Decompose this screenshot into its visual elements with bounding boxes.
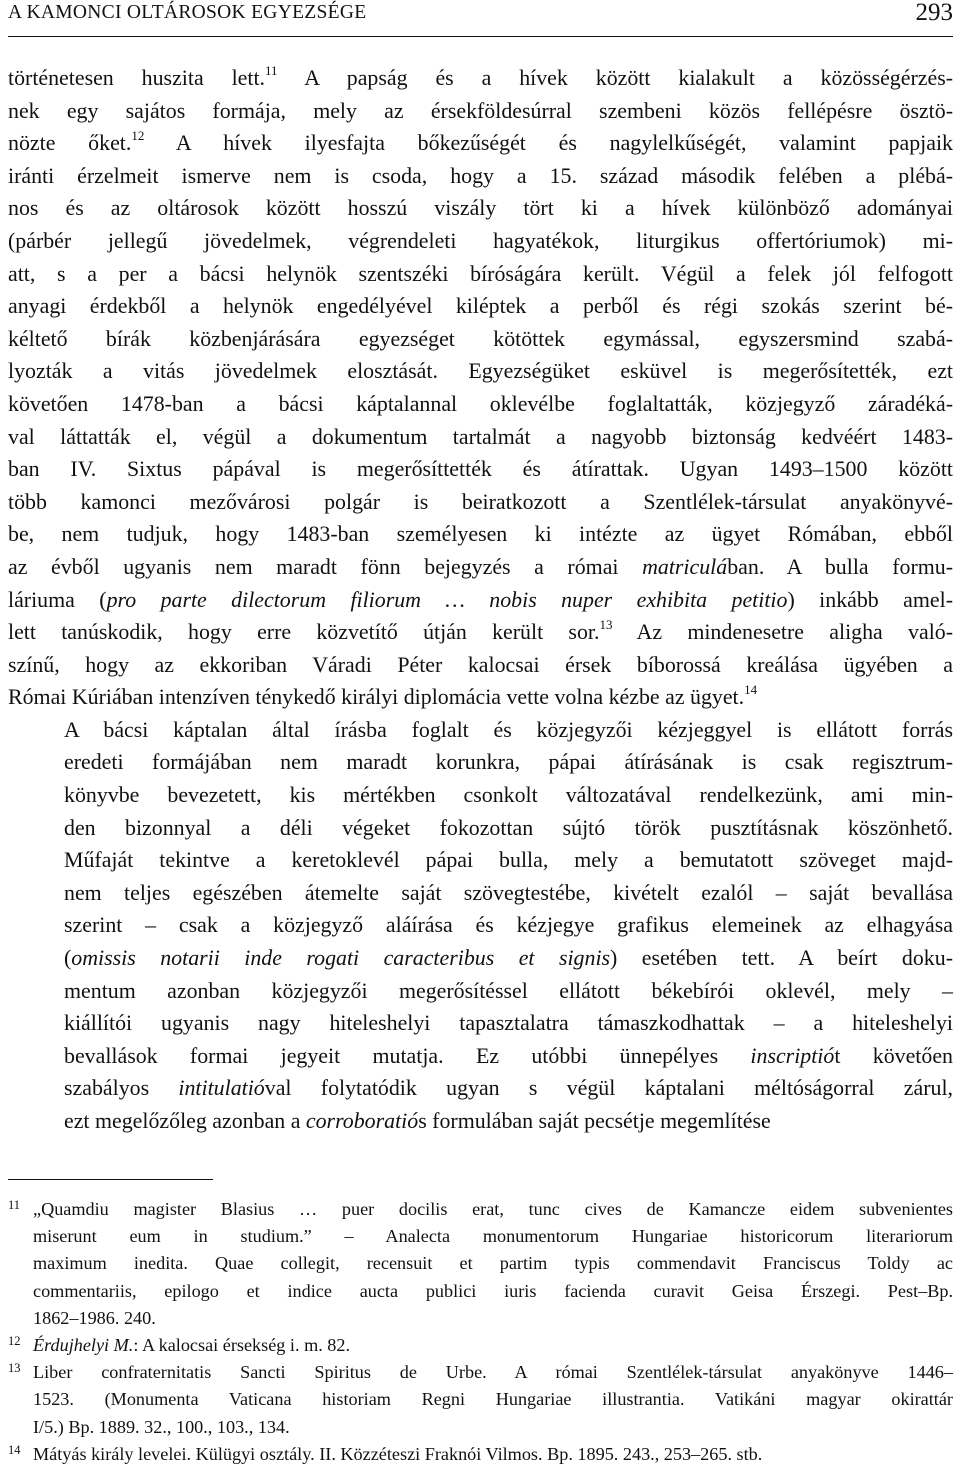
footnote-line: 1862–1986. 240. (33, 1307, 156, 1328)
footnote-line: 1523. (Monumenta Vaticana historiam Regni Hungariae illustrantia. Vatikáni magyar okirattár (33, 1389, 953, 1410)
text-line: be, nem tudjuk, hogy 1483-ban személyesen ki intézte az ügyet Rómában, ebből (8, 521, 953, 547)
text-line: val láttatták el, végül a dokumentum tartalmát a nagyobb biztonság kedvéért 1483- (8, 423, 953, 449)
book-page (8, 0, 953, 1475)
text-line: lyozták a vitás jövedelmek elosztását. Egyezségüket esküvel is megerősítették, ezt (8, 358, 953, 384)
text-line: az évből ugyanis nem maradt fönn bejegyzés a római matriculában. A bulla formu- (8, 553, 953, 579)
footnote-line: Mátyás király levelei. Külügyi osztály. II. Közzéteszi Fraknói Vilmos. Bp. 1895. 243., 253–265. stb. (33, 1443, 763, 1464)
text-line: ban IV. Sixtus pápával is megerősíttették és átírattak. Ugyan 1493–1500 között (8, 456, 953, 482)
text-line: könyvbe bevezetett, kis mértékben csonkolt változatával rendelkezünk, ami min- (64, 782, 953, 808)
footnote-line: I/5.) Bp. 1889. 32., 100., 103., 134. (33, 1416, 290, 1437)
footnote-number: 14 (8, 1442, 21, 1457)
text-line: nek egy sajátos formája, mely az érsekföldesúrral szembeni közös fellépésre ösztö- (8, 97, 953, 123)
text-line: (párbér jellegű jövedelmek, végrendeleti hagyatékok, liturgikus offertóriumok) mi- (8, 227, 953, 253)
running-header (8, 2, 953, 28)
footnote-rule (8, 1179, 213, 1180)
footnote-number: 13 (8, 1361, 21, 1376)
text-line: nos és az oltárosok között hosszú viszály tört ki a hívek különböző adományai (8, 195, 953, 221)
text-line: A bácsi káptalan által írásba foglalt és közjegyzői kézjeggyel is ellátott forrás (64, 716, 953, 742)
footnote-reference[interactable]: 11 (265, 62, 278, 78)
text-line: den bizonnyal a déli végeket fokozottan sújtó török pusztításnak köszönhető. (64, 814, 953, 840)
italic-term: intitulatió (178, 1075, 265, 1101)
text-line: anyagi érdekből a helynök engedélyével kiléptek a perből és régi szokás szerint bé- (8, 293, 953, 319)
text-line: követően 1478-ban a bácsi káptalannal oklevélbe foglaltatták, közjegyző záradéká- (8, 390, 953, 416)
italic-term: corroboratió (305, 1108, 419, 1133)
text-line: eredeti formájában nem maradt korunkra, pápai átírásának is csak regisztrum- (64, 749, 953, 775)
italic-term: matriculá (642, 553, 728, 579)
text-line: történetesen huszita lett.$^{11}$ A papság és a hívek között kialakult a közösségérzés- (8, 62, 954, 90)
footnote-number: 12 (8, 1333, 21, 1348)
text-line: szerint – csak a közjegyző aláírása és kézjegye grafikus elemeinek az elhagyása (64, 912, 953, 938)
footnote-line: maximum inedita. Quae collegit, recensuit et partim typis commendavit Franciscus Toldy ac (33, 1253, 953, 1274)
footnote-reference[interactable]: 13 (599, 616, 613, 632)
page-number: 293 (915, 0, 953, 26)
italic-term: omissis notarii inde rogati caracteribus et signis (71, 945, 611, 971)
text-line: nem teljes egészében átemelte saját szövegtestébe, kivételt ezalól – saját bevallása (64, 879, 953, 905)
text-line: ezt megelőzőleg azonban a corroboratiós formulában saját pecsétje megemlítése (64, 1108, 771, 1133)
italic-term: Érdujhelyi M. (33, 1334, 134, 1355)
paragraph-2 (8, 714, 953, 1138)
text-line: mentum azonban közjegyzői megerősítéssel ellátott békebírói oklevél, mely – (64, 977, 953, 1003)
footnote-12 (8, 1332, 953, 1359)
text-line: kéltető bírák közbenjárására egyezséget kötöttek egymással, egyszersmind szabá- (8, 325, 953, 351)
text-line: (omissis notarii inde rogati caracteribus et signis) esetében tett. A beírt doku- (64, 945, 953, 971)
text-line: iránti érzelmeit ismerve nem is csoda, hogy a 15. század második felében a plébá- (8, 162, 953, 188)
footnote-line: Liber confraternitatis Sancti Spiritus de Urbe. A római Szentlélek-társulat anyakönyve 1446– (33, 1362, 953, 1383)
text-line: szabályos intitulatióval folytatódik ugyan s végül káptalani méltóságorral zárul, (64, 1075, 953, 1101)
main-text (8, 62, 953, 1138)
text-line: kiállítói ugyanis nagy hiteleshelyi tapasztalatra támaszkodhattak – a hiteleshelyi (64, 1010, 953, 1036)
footnote-13 (8, 1359, 953, 1441)
footnote-line: miserunt eum in studium.” – Analecta monumentorum Hungariae historicorum literariorum (33, 1226, 953, 1247)
italic-term: inscriptió (750, 1042, 835, 1068)
text-line: nözte őket.$^{12}$ A hívek ilyesfajta bőkezűségét és nagylelkűségét, valamint papjaik (8, 127, 953, 156)
footnotes (8, 1196, 953, 1468)
text-line: láriuma (pro parte dilectorum filiorum … nobis nuper exhibita petitio) inkább amel- (8, 586, 953, 612)
footnote-11 (8, 1196, 953, 1332)
running-title: A KAMONCI OLTÁROSOK EGYEZSÉGE (8, 2, 367, 23)
text-line: Műfaját tekintve a keretoklevél pápai bulla, mely a bemutatott szöveget majd- (64, 847, 953, 873)
header-rule (8, 36, 953, 37)
text-line: több kamonci mezővárosi polgár is beiratkozott a Szentlélek-társulat anyakönyvé- (8, 488, 953, 514)
text-line: Római Kúriában intenzíven ténykedő királyi diplomácia vette volna kézbe az ügyet.$^{14}$ (8, 681, 758, 710)
footnote-line: Érdujhelyi M.: A kalocsai érsekség i. m. 82. (33, 1334, 351, 1355)
footnote-reference[interactable]: 12 (131, 127, 145, 143)
paragraph-1 (8, 62, 953, 714)
footnote-14 (8, 1441, 953, 1468)
footnote-line: „Quamdiu magister Blasius … puer docilis erat, tunc cives de Kamancze eidem subvenientes (33, 1199, 953, 1219)
footnote-number: 11 (8, 1198, 21, 1212)
text-line: att, s a per a bácsi helynök szentszéki bíróságára került. Végül a felek jól felfogott (8, 260, 953, 286)
text-line: bevallások formai jegyeit mutatja. Ez utóbbi ünnepélyes inscriptiót követően (64, 1042, 953, 1068)
italic-term: pro parte dilectorum filiorum … nobis nuper exhibita petitio (106, 586, 788, 612)
footnote-line: commentariis, epilogo et indice aucta publici iuris facienda curavit Geisa Érszegi. Pest–Bp. (33, 1280, 953, 1301)
text-line: lett tanúskodik, hogy erre közvetítő útján került sor.$^{13}$ Az mindenesetre aligha való- (8, 616, 954, 645)
text-line: színű, hogy az ekkoriban Váradi Péter kalocsai érsek bíborossá kreálása ügyében a (8, 651, 953, 677)
footnote-reference[interactable]: 14 (744, 681, 758, 697)
